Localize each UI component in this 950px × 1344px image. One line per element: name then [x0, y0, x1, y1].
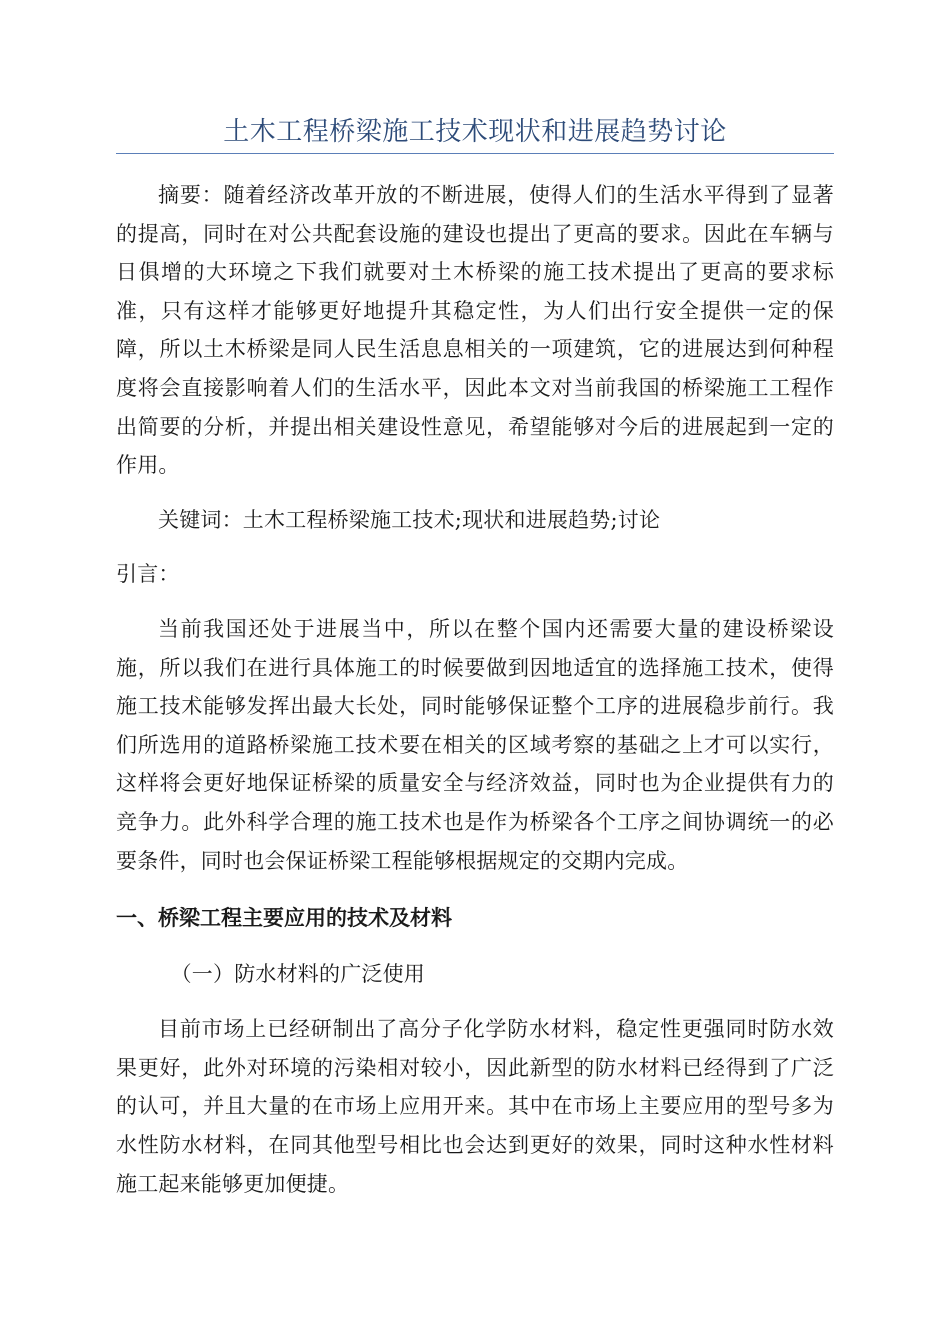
keywords-line: 关键词：土木工程桥梁施工技术;现状和进展趋势;讨论	[158, 507, 661, 532]
subsection-heading-1: （一）防水材料的广泛使用	[170, 961, 425, 986]
document-page	[116, 112, 834, 1203]
intro-label: 引言：	[116, 562, 180, 587]
document-title: 土木工程桥梁施工技术现状和进展趋势讨论	[116, 112, 834, 154]
subsection-1-paragraph: 目前市场上已经研制出了高分子化学防水材料，稳定性更强同时防水效果更好，此外对环境的污染相对较小，因此新型的防水材料已经得到了广泛的认可，并且大量的在市场上应用开来。其中在市场上主要应用的型号多为水性防水材料，在同其他型号相比也会达到更好的效果，同时这种水性材料施工起来能够更加便捷。	[116, 1017, 834, 1196]
abstract-paragraph: 摘要：随着经济改革开放的不断进展，使得人们的生活水平得到了显著的提高，同时在对公共配套设施的建设也提出了更高的要求。因此在车辆与日俱增的大环境之下我们就要对土木桥梁的施工技术提出了更高的要求标准，只有这样才能够更好地提升其稳定性，为人们出行安全提供一定的保障，所以土木桥梁是同人民生活息息相关的一项建筑，它的进展达到何种程度将会直接影响着人们的生活水平，因此本文对当前我国的桥梁施工工程作出简要的分析，并提出相关建设性意见，希望能够对今后的进展起到一定的作用。	[116, 183, 834, 478]
section-heading-1: 一、桥梁工程主要应用的技术及材料	[116, 906, 452, 931]
intro-paragraph: 当前我国还处于进展当中，所以在整个国内还需要大量的建设桥梁设施，所以我们在进行具体施工的时候要做到因地适宜的选择施工技术，使得施工技术能够发挥出最大长处，同时能够保证整个工序的进展稳步前行。我们所选用的道路桥梁施工技术要在相关的区域考察的基础之上才可以实行，这样将会更好地保证桥梁的质量安全与经济效益，同时也为企业提供有力的竞争力。此外科学合理的施工技术也是作为桥梁各个工序之间协调统一的必要条件，同时也会保证桥梁工程能够根据规定的交期内完成。	[116, 616, 834, 873]
